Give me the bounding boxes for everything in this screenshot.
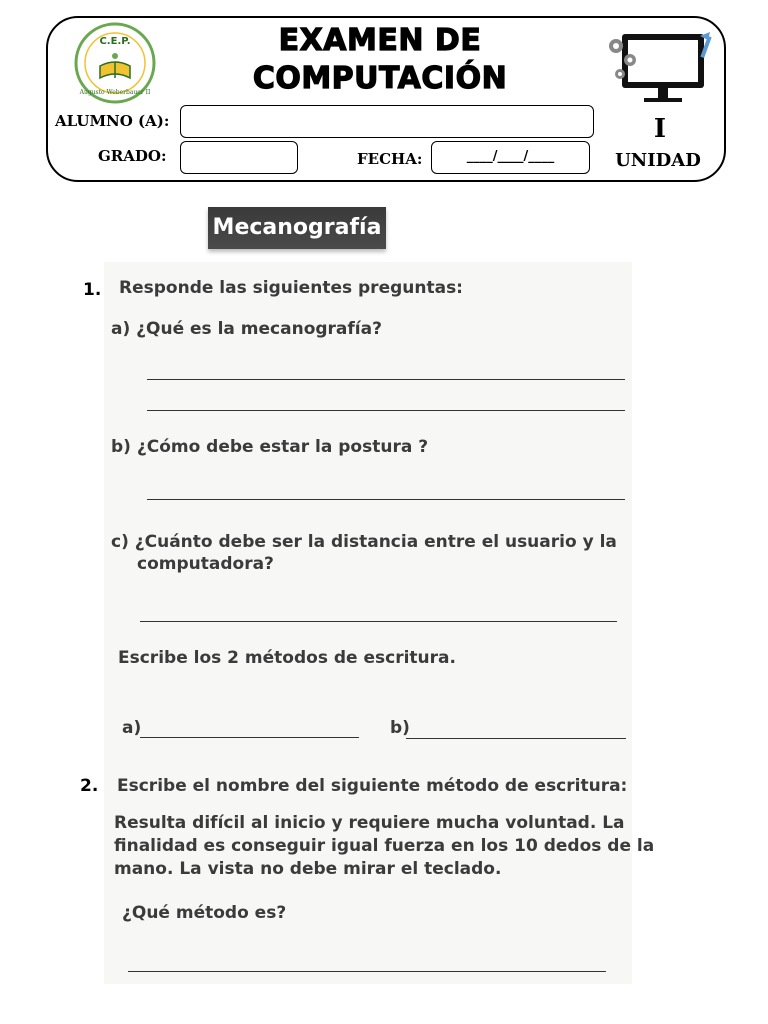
question-2-number: 2. [80,776,99,796]
question-2-desc-line-1: Resulta difícil al inicio y requiere mucha voluntad. La [114,813,625,833]
method-b-label: b) [390,718,410,738]
fecha-value: ____/____/____ [466,149,555,164]
question-2-prompt: Escribe el nombre del siguiente método de escritura: [117,776,628,796]
alumno-label: ALUMNO (A): [55,112,170,130]
methods-prompt: Escribe los 2 métodos de escritura. [118,648,456,668]
monitor-gear-icon [604,30,714,110]
logo-top-text: C.E.P. [99,36,131,47]
question-1-number: 1. [83,280,102,300]
question-2-desc-line-3: mano. La vista no debe mirar el teclado. [114,859,502,879]
answer-line-1a-1[interactable] [147,379,625,380]
section-title: Mecanografía [208,207,386,249]
answer-line-1c[interactable] [140,621,617,622]
title-line-2: COMPUTACIÓN [252,61,508,96]
alumno-field[interactable] [180,105,594,138]
question-1a: a) ¿Qué es la mecanografía? [111,319,382,339]
fecha-field[interactable] [431,141,590,174]
question-1c-line-2: computadora? [137,554,274,574]
grado-field[interactable] [180,141,298,174]
answer-line-method-b[interactable] [406,738,626,739]
logo-ring-text: Augusto Weberbauer II [79,89,151,96]
answer-line-2[interactable] [128,971,606,972]
answer-line-1a-2[interactable] [147,410,625,411]
question-1-prompt: Responde las siguientes preguntas: [119,278,463,298]
grado-label: GRADO: [98,147,167,165]
unit-label: UNIDAD [615,150,701,171]
answer-line-1b[interactable] [147,499,625,500]
unit-number: I [653,114,667,144]
question-2-question: ¿Qué método es? [122,903,287,923]
question-1b: b) ¿Cómo debe estar la postura ? [111,437,429,457]
method-a-label: a) [122,718,142,738]
question-2-desc-line-2: finalidad es conseguir igual fuerza en los 10 dedos de la [114,836,655,856]
fecha-label: FECHA: [357,150,423,168]
answer-line-method-a[interactable] [140,737,359,738]
school-logo [74,22,156,104]
exam-title [180,22,580,98]
question-1c-line-1: c) ¿Cuánto debe ser la distancia entre el usuario y la [111,532,617,552]
title-line-1: EXAMEN DE [278,23,482,58]
